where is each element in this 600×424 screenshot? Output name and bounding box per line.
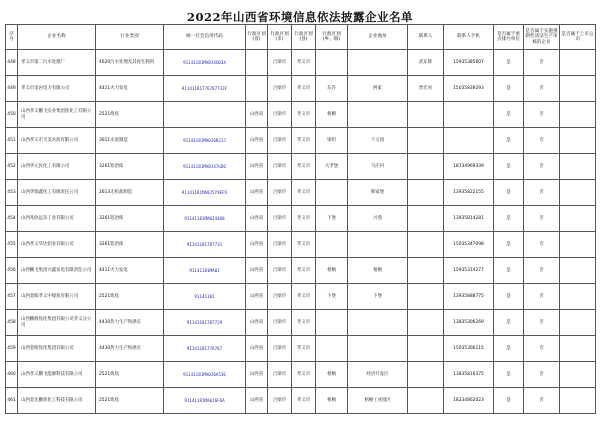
enterprise-table [5, 24, 596, 414]
cell-phone [444, 128, 494, 154]
cell-listed [560, 76, 596, 102]
cell-county: 孝义市 [292, 258, 316, 284]
cell-province: 山西省 [246, 180, 268, 206]
cell-listed [560, 362, 596, 388]
column-header: 序号 [6, 25, 18, 50]
cell-phone: 13835816375 [444, 362, 494, 388]
cell-province: 山西省 [246, 362, 268, 388]
credit-code-text: 91141181787729 [186, 319, 223, 325]
cell-key-polluter: 是 [494, 232, 524, 258]
cell-province: 山西省 [246, 388, 268, 414]
cell-phone: 15035306115 [444, 336, 494, 362]
cell-contact [408, 362, 444, 388]
cell-clean-production: 否 [524, 388, 560, 414]
cell-listed [560, 310, 596, 336]
cell-company-name: 山西鹏源焦化集团有限公司孝义分公司 [18, 310, 96, 336]
cell-address: 经济开发区 [348, 362, 408, 388]
cell-town: 下堡 [316, 206, 348, 232]
cell-city: 吕梁市 [268, 50, 292, 76]
cell-listed [560, 336, 596, 362]
cell-address [348, 50, 408, 76]
column-header: 联系人手机 [444, 25, 494, 50]
column-header: 是否属于实施强制性清洁生产审核的企业 [524, 25, 560, 50]
cell-county: 孝义市 [292, 362, 316, 388]
table-row [6, 336, 596, 362]
cell-credit-code [164, 388, 246, 414]
cell-industry: 2613无机盐制造 [96, 180, 164, 206]
cell-industry: 4620污水处理及其再生利用 [96, 50, 164, 76]
cell-county: 孝义市 [292, 154, 316, 180]
column-header: 企业名称 [18, 25, 96, 50]
table-row [6, 76, 596, 102]
cell-company-name: 山西孝义鹏飞实业集团焦化工有限公司 [18, 102, 96, 128]
cell-address: 梧桐工业园区 [348, 388, 408, 414]
cell-listed [560, 102, 596, 128]
cell-town: 东许 [316, 76, 348, 102]
cell-phone: 15035347098 [444, 232, 494, 258]
cell-province [246, 76, 268, 102]
cell-clean-production: 否 [524, 102, 560, 128]
cell-company-name: 山西鹏飞集团兴鑫发电有限责任公司 [18, 258, 96, 284]
cell-index: 458 [6, 310, 18, 336]
cell-county: 孝义市 [292, 284, 316, 310]
cell-contact [408, 310, 444, 336]
column-header: 是否属于上市公司 [560, 25, 596, 50]
credit-code-text: 91141181776787 [186, 345, 223, 351]
table-row [6, 128, 596, 154]
cell-clean-production: 否 [524, 154, 560, 180]
cell-key-polluter: 是 [494, 336, 524, 362]
cell-address [348, 232, 408, 258]
cell-city: 吕梁市 [268, 102, 292, 128]
cell-clean-production: 否 [524, 258, 560, 284]
cell-company-name: 孝义市金岩电力有限公司 [18, 76, 96, 102]
cell-company-name: 山西孝义华达铝业有限公司 [18, 232, 96, 258]
cell-address: 下堡 [348, 284, 408, 310]
column-header: 行政区划(市) [268, 25, 292, 50]
cell-contact [408, 154, 444, 180]
cell-industry: 4430热力生产和供应 [96, 336, 164, 362]
cell-clean-production: 否 [524, 206, 560, 232]
cell-contact [408, 180, 444, 206]
column-header: 企业地址 [348, 25, 408, 50]
cell-key-polluter: 是 [494, 362, 524, 388]
cell-clean-production: 否 [524, 180, 560, 206]
cell-key-polluter: 是 [494, 128, 524, 154]
cell-credit-code [164, 50, 246, 76]
column-header: 联系人 [408, 25, 444, 50]
cell-contact [408, 128, 444, 154]
table-row [6, 180, 596, 206]
cell-phone [444, 102, 494, 128]
table-row [6, 206, 596, 232]
credit-code-text: 91141181MA0J6F6A [184, 397, 225, 403]
cell-city: 吕梁市 [268, 284, 292, 310]
cell-phone: 18234862023 [444, 388, 494, 414]
cell-credit-code [164, 154, 246, 180]
cell-index: 449 [6, 76, 18, 102]
cell-county: 孝义市 [292, 206, 316, 232]
cell-town: 梧桐 [316, 362, 348, 388]
cell-address: 梧桐 [348, 258, 408, 284]
cell-province: 山西省 [246, 258, 268, 284]
credit-code-text: 91141181 [194, 293, 215, 299]
cell-credit-code [164, 336, 246, 362]
credit-code-text: 91141181776787733F [181, 85, 228, 91]
cell-contact [408, 284, 444, 310]
cell-contact [408, 258, 444, 284]
cell-city: 吕梁市 [268, 232, 292, 258]
cell-county: 孝义市 [292, 50, 316, 76]
cell-key-polluter: 是 [494, 284, 524, 310]
cell-key-polluter: 是 [494, 388, 524, 414]
cell-town: 梧桐 [316, 388, 348, 414]
column-header: 行业类别 [96, 25, 164, 50]
cell-province: 山西省 [246, 284, 268, 310]
cell-city: 吕梁市 [268, 206, 292, 232]
cell-industry: 3261铝冶炼 [96, 232, 164, 258]
cell-county: 孝义市 [292, 102, 316, 128]
cell-listed [560, 284, 596, 310]
document-title: 2022年山西省环境信息依法披露企业名单 [186, 10, 413, 24]
cell-index: 455 [6, 232, 18, 258]
table-row [6, 50, 596, 76]
cell-company-name: 山西华瑞鑫化工有限责任公司 [18, 180, 96, 206]
cell-town: 梁坦 [316, 128, 348, 154]
cell-clean-production: 否 [524, 128, 560, 154]
cell-listed [560, 232, 596, 258]
cell-key-polluter: 是 [494, 154, 524, 180]
table-row [6, 362, 596, 388]
cell-county: 孝义市 [292, 76, 316, 102]
cell-city: 吕梁市 [268, 336, 292, 362]
cell-province: 山西省 [246, 102, 268, 128]
cell-industry: 2521炼焦 [96, 284, 164, 310]
cell-index: 450 [6, 102, 18, 128]
cell-address [348, 102, 408, 128]
cell-index: 459 [6, 336, 18, 362]
cell-city: 吕梁市 [268, 258, 292, 284]
cell-credit-code [164, 76, 246, 102]
table-row [6, 310, 596, 336]
cell-contact [408, 102, 444, 128]
table-body [6, 50, 596, 414]
cell-index: 456 [6, 258, 18, 284]
cell-clean-production: 否 [524, 50, 560, 76]
cell-company-name: 山西孝义鹏飞能源科技有限公司 [18, 362, 96, 388]
table-row [6, 232, 596, 258]
cell-town [316, 336, 348, 362]
table-header-row [6, 25, 596, 50]
cell-clean-production: 否 [524, 362, 560, 388]
credit-code-text: 91141181MA0J6A53E [183, 371, 226, 377]
cell-city: 吕梁市 [268, 154, 292, 180]
cell-key-polluter: 是 [494, 50, 524, 76]
cell-city: 吕梁市 [268, 128, 292, 154]
table-row [6, 154, 596, 180]
cell-credit-code [164, 362, 246, 388]
cell-industry: 3011水泥制造 [96, 128, 164, 154]
cell-contact [408, 232, 444, 258]
cell-county: 孝义市 [292, 128, 316, 154]
cell-listed [560, 50, 596, 76]
cell-city: 吕梁市 [268, 388, 292, 414]
cell-address: 兴苑 [348, 206, 408, 232]
cell-index: 448 [6, 50, 18, 76]
cell-credit-code [164, 180, 246, 206]
cell-town [316, 232, 348, 258]
cell-address: 阿家 [348, 76, 408, 102]
column-header: 行政区划(县) [292, 25, 316, 50]
credit-code-text: 91141181MA0J6RJ1J [183, 137, 226, 143]
credit-code-text: 91141181787731 [186, 241, 223, 247]
cell-listed [560, 180, 596, 206]
cell-key-polluter: 是 [494, 310, 524, 336]
cell-clean-production: 否 [524, 284, 560, 310]
cell-company-name: 山西金达鹏焦化工科技有限公司 [18, 388, 96, 414]
cell-clean-production: 否 [524, 76, 560, 102]
cell-city: 吕梁市 [268, 180, 292, 206]
cell-town [316, 180, 348, 206]
cell-index: 460 [6, 362, 18, 388]
cell-province: 山西省 [246, 154, 268, 180]
cell-company-name: 山西金晖孝义中煤焦有限公司 [18, 284, 96, 310]
cell-province: 山西省 [246, 336, 268, 362]
cell-contact: 武东辉 [408, 50, 444, 76]
credit-code-text: 91141181MA0J4GD3X [183, 59, 226, 65]
cell-index: 453 [6, 180, 18, 206]
cell-province: 山西省 [246, 232, 268, 258]
column-header: 行政区划(乡、镇) [316, 25, 348, 50]
cell-phone: 15035839293 [444, 76, 494, 102]
cell-industry: 3261铝冶炼 [96, 206, 164, 232]
cell-town [316, 50, 348, 76]
column-header: 统一社会信用代码 [164, 25, 246, 50]
cell-contact [408, 336, 444, 362]
cell-credit-code [164, 258, 246, 284]
cell-city: 吕梁市 [268, 362, 292, 388]
cell-credit-code [164, 310, 246, 336]
cell-credit-code [164, 128, 246, 154]
credit-code-text: 91141181MA0J5Y9EP3 [181, 189, 228, 195]
cell-phone: 18734969339 [444, 154, 494, 180]
table-row [6, 388, 596, 414]
cell-key-polluter: 是 [494, 206, 524, 232]
cell-listed [560, 388, 596, 414]
column-header: 是否属于重点排污单位 [494, 25, 524, 50]
cell-address: 下义园 [348, 128, 408, 154]
cell-address [348, 336, 408, 362]
cell-province: 山西省 [246, 128, 268, 154]
cell-address: 韩家堡 [348, 180, 408, 206]
cell-credit-code [164, 284, 246, 310]
cell-town [316, 310, 348, 336]
credit-code-text: 91141181MA0J44U8 [184, 215, 225, 221]
cell-company-name: 山西孝义市天美水泥有限公司 [18, 128, 96, 154]
cell-credit-code [164, 102, 246, 128]
cell-province [246, 50, 268, 76]
cell-key-polluter: 是 [494, 258, 524, 284]
cell-company-name: 孝义市第二污水处理厂 [18, 50, 96, 76]
cell-clean-production: 否 [524, 232, 560, 258]
cell-city: 吕梁市 [268, 76, 292, 102]
cell-industry: 2521炼焦 [96, 362, 164, 388]
cell-key-polluter: 是 [494, 180, 524, 206]
cell-contact [408, 206, 444, 232]
cell-town: 梧桐 [316, 102, 348, 128]
cell-listed [560, 154, 596, 180]
cell-town: 大孝堡 [316, 154, 348, 180]
cell-phone: 13835306269 [444, 310, 494, 336]
cell-phone: 13935888775 [444, 284, 494, 310]
cell-county: 孝义市 [292, 180, 316, 206]
cell-industry: 2521炼焦 [96, 388, 164, 414]
cell-key-polluter: 是 [494, 76, 524, 102]
column-header: 行政区划(省) [246, 25, 268, 50]
cell-industry: 4411火力发电 [96, 258, 164, 284]
table-row [6, 102, 596, 128]
cell-phone: 13935814281 [444, 206, 494, 232]
cell-index: 457 [6, 284, 18, 310]
cell-contact [408, 388, 444, 414]
cell-address [348, 310, 408, 336]
cell-town: 下堡 [316, 284, 348, 310]
cell-county: 孝义市 [292, 232, 316, 258]
cell-industry: 4411火力发电 [96, 76, 164, 102]
credit-code-text: 91141181MA0J47GD6 [183, 163, 226, 169]
cell-address: 马庄村 [348, 154, 408, 180]
cell-listed [560, 128, 596, 154]
cell-company-name: 山西金晖焦化集团有限公司 [18, 336, 96, 362]
cell-industry: 4430热力生产和供应 [96, 310, 164, 336]
cell-province: 山西省 [246, 310, 268, 336]
cell-listed [560, 206, 596, 232]
cell-company-name: 山西兆欣远东工业有限公司 [18, 206, 96, 232]
cell-clean-production: 否 [524, 310, 560, 336]
cell-credit-code [164, 206, 246, 232]
table-row [6, 284, 596, 310]
cell-province: 山西省 [246, 206, 268, 232]
cell-phone: 15935314277 [444, 258, 494, 284]
cell-county: 孝义市 [292, 310, 316, 336]
cell-town: 梧桐 [316, 258, 348, 284]
cell-index: 452 [6, 154, 18, 180]
cell-listed [560, 258, 596, 284]
cell-contact: 贾光亮 [408, 76, 444, 102]
cell-credit-code [164, 232, 246, 258]
cell-company-name: 山西华元民化工有限公司 [18, 154, 96, 180]
cell-key-polluter: 是 [494, 102, 524, 128]
cell-city: 吕梁市 [268, 310, 292, 336]
cell-industry: 2521炼焦 [96, 102, 164, 128]
cell-index: 451 [6, 128, 18, 154]
cell-clean-production: 否 [524, 336, 560, 362]
cell-index: 461 [6, 388, 18, 414]
cell-county: 孝义市 [292, 388, 316, 414]
cell-phone: 13935822155 [444, 180, 494, 206]
cell-phone: 15935385607 [444, 50, 494, 76]
cell-industry: 3261铝冶炼 [96, 154, 164, 180]
cell-county: 孝义市 [292, 336, 316, 362]
table-row [6, 258, 596, 284]
credit-code-text: 91141181MA0J [189, 267, 220, 273]
cell-index: 454 [6, 206, 18, 232]
